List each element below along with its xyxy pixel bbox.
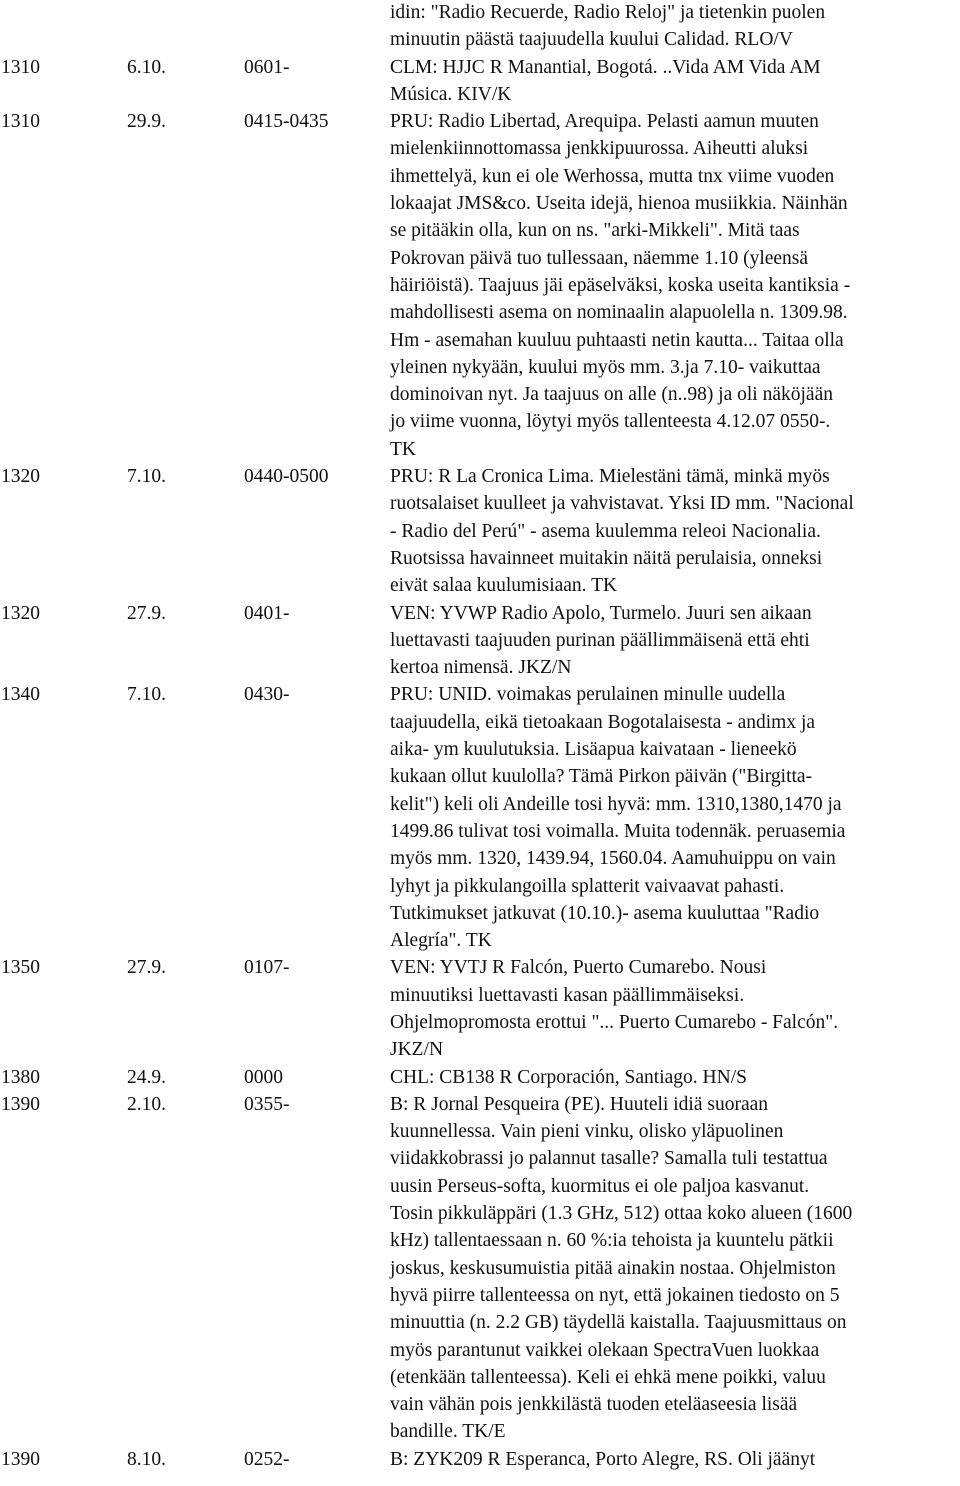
entry-time: 0355- bbox=[244, 1093, 290, 1115]
entry-text-line: kelit") keli oli Andeille tosi hyvä: mm. 1310,1380,1470 ja bbox=[390, 793, 842, 815]
entry-text-line: jo viime vuonna, löytyi myös tallenteesta 4.12.07 0550-. bbox=[390, 411, 831, 433]
entry-text-line: B: R Jornal Pesqueira (PE). Huuteli idiä suoraan bbox=[390, 1093, 769, 1115]
entry-text-line: uusin Perseus-softa, kuormitus ei ole paljoa kasvanut. bbox=[390, 1175, 810, 1197]
entry-text-line: myös parantunut vaikkei olekaan SpectraVuen luokkaa bbox=[390, 1339, 820, 1361]
entry-time: 0440-0500 bbox=[244, 466, 329, 488]
entry-frequency: 1350 bbox=[1, 957, 40, 979]
entry-time: 0252- bbox=[244, 1448, 290, 1470]
entry-text-line: Pokrovan päivä tuo tullessaan, näemme 1.10 (yleensä bbox=[390, 247, 809, 269]
entry-text-line: vain vähän pois jenkkilästä tuoden eteläaseesia lisää bbox=[390, 1394, 798, 1416]
entry-frequency: 1340 bbox=[1, 684, 40, 706]
entry-text-line: Música. KIV/K bbox=[390, 83, 512, 105]
log-entry bbox=[0, 463, 960, 599]
entry-text-line: Ohjelmopromosta erottui "... Puerto Cumarebo - Falcón". bbox=[390, 1011, 839, 1033]
log-entry bbox=[0, 0, 960, 54]
entry-text-line: Alegría". TK bbox=[390, 930, 492, 952]
entry-text bbox=[390, 600, 960, 682]
entry-text-line: kertoa nimensä. JKZ/N bbox=[390, 657, 572, 679]
entry-text-line: Tutkimukset jatkuvat (10.10.)- asema kuuluttaa "Radio bbox=[390, 902, 820, 924]
entry-text-line: dominoivan nyt. Ja taajuus on alle (n..98) ja oli näköjään bbox=[390, 384, 833, 406]
entry-text bbox=[390, 1064, 960, 1091]
entry-date: 29.9. bbox=[127, 111, 166, 133]
entry-frequency: 1310 bbox=[1, 56, 40, 78]
entry-text-line: (etenkään tallenteessa). Keli ei ehkä mene poikki, valuu bbox=[390, 1366, 826, 1388]
entry-text-line: CHL: CB138 R Corporación, Santiago. HN/S bbox=[390, 1066, 747, 1088]
entry-date: 7.10. bbox=[127, 466, 166, 488]
entry-text-line: myös mm. 1320, 1439.94, 1560.04. Aamuhuippu on vain bbox=[390, 848, 836, 870]
entry-date: 8.10. bbox=[127, 1448, 166, 1470]
entry-text-line: Hm - asemahan kuuluu puhtaasti netin kautta... Taitaa olla bbox=[390, 329, 844, 351]
entry-date: 24.9. bbox=[127, 1066, 166, 1088]
entry-text-line: bandille. TK/E bbox=[390, 1421, 506, 1443]
entry-text-line: Ruotsissa havainneet muitakin näitä perulaisia, onneksi bbox=[390, 547, 823, 569]
entry-frequency: 1310 bbox=[1, 111, 40, 133]
entry-text-line: kukaan ollut kuulolla? Tämä Pirkon päivän ("Birgitta- bbox=[390, 766, 813, 788]
log-entry bbox=[0, 1091, 960, 1446]
entry-text-line: PRU: R La Cronica Lima. Mielestäni tämä, minkä myös bbox=[390, 466, 830, 488]
entry-text-line: se pitääkin olla, kun on ns. "arki-Mikkeli". Mitä taas bbox=[390, 220, 800, 242]
entry-frequency: 1320 bbox=[1, 466, 40, 488]
entry-text-line: häiriöistä). Taajuus jäi epäselväksi, koska useita kantiksia - bbox=[390, 274, 851, 296]
entry-time: 0401- bbox=[244, 602, 290, 624]
entry-frequency: 1320 bbox=[1, 602, 40, 624]
entry-text-line: minuutiksi luettavasti kasan päällimmäiseksi. bbox=[390, 984, 745, 1006]
entry-text-line: taajuudella, eikä tietoakaan Bogotalaisesta - andimx ja bbox=[390, 711, 816, 733]
entry-text-line: Tosin pikkuläppäri (1.3 GHz, 512) ottaa koko alueen (1600 bbox=[390, 1203, 853, 1225]
entry-text-line: joskus, keskusumuistia pitää ainakin nostaa. Ohjelmiston bbox=[390, 1257, 836, 1279]
log-entry bbox=[0, 108, 960, 463]
entry-text-line: 1499.86 tulivat tosi voimalla. Muita todennäk. peruasemia bbox=[390, 820, 846, 842]
entry-date: 27.9. bbox=[127, 602, 166, 624]
log-entry bbox=[0, 681, 960, 954]
entry-text-line: kuunnellessa. Vain pieni vinku, olisko yläpuolinen bbox=[390, 1121, 784, 1143]
entry-date: 27.9. bbox=[127, 957, 166, 979]
entry-text-line: hyvä piirre tallenteessa on nyt, että jokainen tiedosto on 5 bbox=[390, 1284, 840, 1306]
entry-text bbox=[390, 1446, 960, 1473]
entry-text bbox=[390, 54, 960, 109]
entry-text-line: aika- ym kuulutuksia. Lisäapua kaivataan - lieneekö bbox=[390, 739, 797, 761]
entry-frequency: 1390 bbox=[1, 1093, 40, 1115]
entry-text-line: PRU: Radio Libertad, Arequipa. Pelasti aamun muuten bbox=[390, 111, 819, 133]
entry-text-line: TK bbox=[390, 438, 416, 460]
entry-text-line: CLM: HJJC R Manantial, Bogotá. ..Vida AM Vida AM bbox=[390, 56, 821, 78]
entry-text-line: B: ZYK209 R Esperanca, Porto Alegre, RS. Oli jäänyt bbox=[390, 1448, 816, 1470]
log-entry bbox=[0, 54, 960, 109]
entry-frequency: 1390 bbox=[1, 1448, 40, 1470]
log-entry bbox=[0, 600, 960, 682]
entry-text bbox=[390, 681, 960, 954]
entry-text-line: ihmettelyä, kun ei ole Werhossa, mutta tnx viime vuoden bbox=[390, 165, 835, 187]
entry-text-line: VEN: YVWP Radio Apolo, Turmelo. Juuri sen aikaan bbox=[390, 602, 812, 624]
entry-text bbox=[390, 0, 960, 54]
log-entry bbox=[0, 1446, 960, 1473]
entry-time: 0601- bbox=[244, 56, 290, 78]
entry-date: 2.10. bbox=[127, 1093, 166, 1115]
log-entry bbox=[0, 954, 960, 1063]
entry-text-line: ruotsalaiset kuulleet ja vahvistavat. Yksi ID mm. "Nacional bbox=[390, 493, 854, 515]
entry-text bbox=[390, 954, 960, 1063]
entry-time: 0430- bbox=[244, 684, 290, 706]
entry-text-line: JKZ/N bbox=[390, 1039, 444, 1061]
entry-text-line: PRU: UNID. voimakas perulainen minulle uudella bbox=[390, 684, 786, 706]
entry-text-line: idin: "Radio Recuerde, Radio Reloj" ja tietenkin puolen bbox=[390, 2, 826, 23]
entry-text-line: minuutin päästä taajuudella kuului Calidad. RLO/V bbox=[390, 29, 793, 51]
entry-text-line: - Radio del Perú" - asema kuulemma releoi Nacionalia. bbox=[390, 520, 821, 542]
entry-text bbox=[390, 108, 960, 463]
entry-time: 0107- bbox=[244, 957, 290, 979]
entry-text bbox=[390, 1091, 960, 1446]
entry-text-line: mahdollisesti asema on nominaalin alapuolella n. 1309.98. bbox=[390, 302, 848, 324]
entry-time: 0415-0435 bbox=[244, 111, 329, 133]
entry-frequency: 1380 bbox=[1, 1066, 40, 1088]
log-entry bbox=[0, 1064, 960, 1091]
entry-text-line: mielenkiinnottomassa jenkkipuurossa. Aiheutti aluksi bbox=[390, 138, 809, 160]
entry-text-line: viidakkobrassi jo palannut tasalle? Samalla tuli testattua bbox=[390, 1148, 828, 1170]
entry-text-line: eivät salaa kuulumisiaan. TK bbox=[390, 575, 618, 597]
entry-text-line: kHz) tallentaessaan n. 60 %:ia tehoista ja kuuntelu pätkii bbox=[390, 1230, 834, 1252]
entry-text-line: VEN: YVTJ R Falcón, Puerto Cumarebo. Nousi bbox=[390, 957, 767, 979]
entry-text-line: minuuttia (n. 2.2 GB) täydellä kaistalla. Taajuusmittaus on bbox=[390, 1312, 847, 1334]
entry-text-line: lyhyt ja pikkulangoilla splatterit vaivaavat pahasti. bbox=[390, 875, 785, 897]
entry-text-line: lokaajat JMS&co. Useita idejä, hienoa musiikkia. Näinhän bbox=[390, 193, 848, 215]
entry-text-line: yleinen nykyään, kuului myös mm. 3.ja 7.10- vaikuttaa bbox=[390, 356, 821, 378]
entry-date: 6.10. bbox=[127, 56, 166, 78]
entry-text bbox=[390, 463, 960, 599]
entry-date: 7.10. bbox=[127, 684, 166, 706]
entry-time: 0000 bbox=[244, 1066, 283, 1088]
entry-text-line: luettavasti taajuuden purinan päällimmäisenä että ehti bbox=[390, 629, 810, 651]
